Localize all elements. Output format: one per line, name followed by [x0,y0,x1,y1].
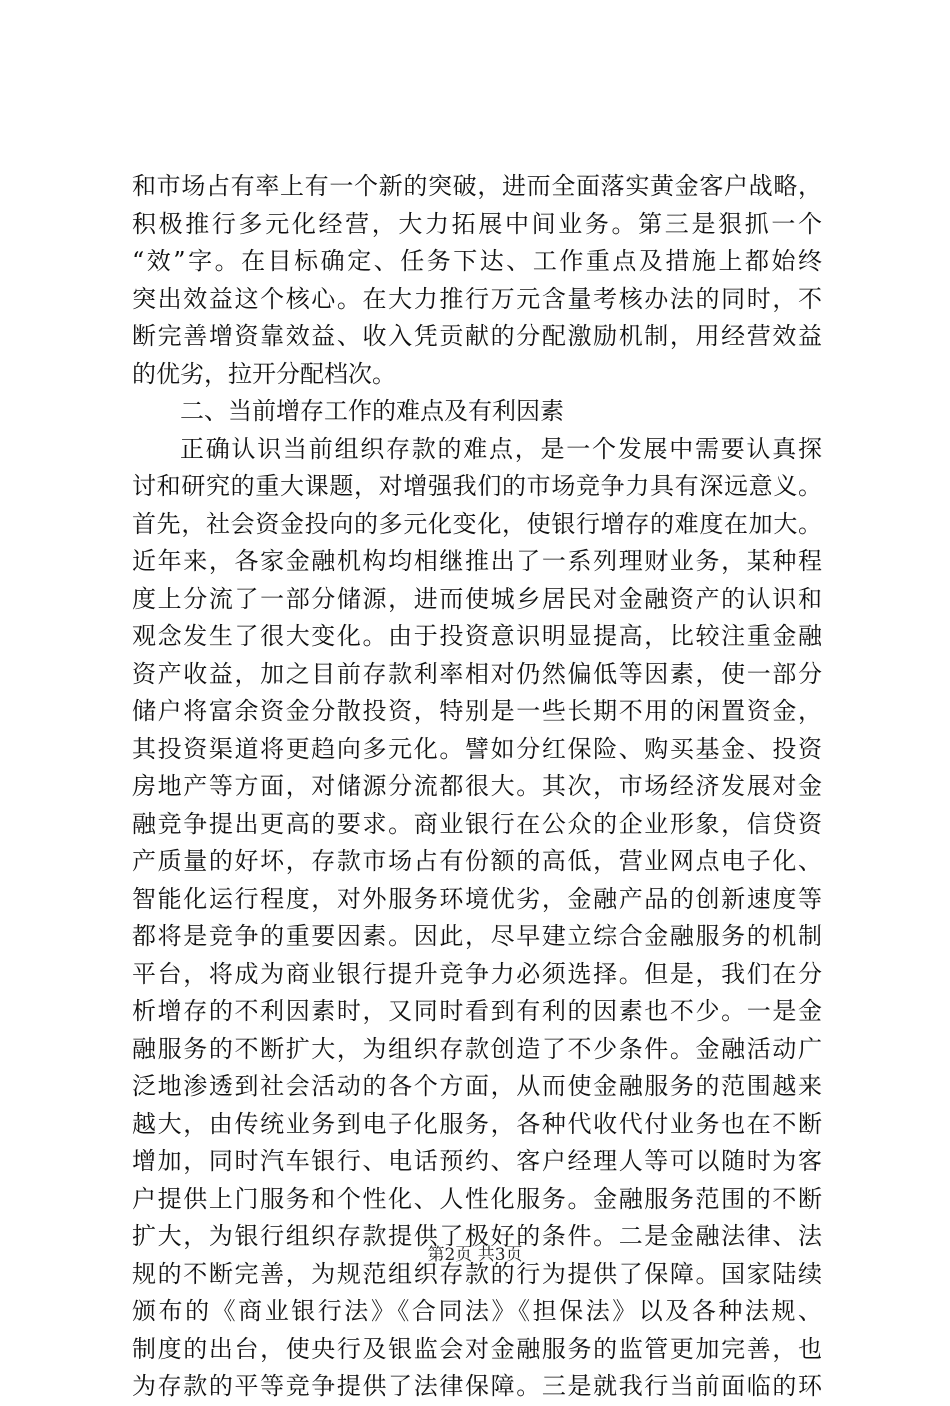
text-line: 其投资渠道将更趋向多元化。譬如分红保险、购买基金、投资 [132,734,822,763]
text-line: 户提供上门服务和个性化、人性化服务。金融服务范围的不断 [132,1184,822,1213]
text-line: 颁布的《商业银行法》《合同法》《担保法》以及各种法规、 [132,1297,822,1325]
text-line: 房地产等方面，对储源分流都很大。其次，市场经济发展对金 [132,772,822,800]
body-text [132,168,822,1406]
text-line: 融竞争提出更高的要求。商业银行在公众的企业形象，信贷资 [132,809,822,838]
text-line: 储户将富余资金分散投资，特别是一些长期不用的闲置资金， [132,697,822,725]
text-line: 都将是竞争的重要因素。因此，尽早建立综合金融服务的机制 [132,922,822,950]
text-line: 智能化运行程度，对外服务环境优劣，金融产品的创新速度等 [132,884,822,913]
text-line: 增加，同时汽车银行、电话预约、客户经理人等可以随时为客 [132,1147,822,1175]
text-line: 断完善增资靠效益、收入凭贡献的分配激励机制，用经营效益 [132,322,822,350]
paragraph-first-line: 正确认识当前组织存款的难点，是一个发展中需要认真探 [180,434,822,463]
text-line: 为存款的平等竞争提供了法律保障。三是就我行当前面临的环 [132,1372,822,1400]
text-line: 首先，社会资金投向的多元化变化，使银行增存的难度在加大。 [132,509,822,538]
text-line: 平台，将成为商业银行提升竞争力必须选择。但是，我们在分 [132,959,822,988]
text-line: 近年来，各家金融机构均相继推出了一系列理财业务，某种程 [132,547,822,575]
text-line: 制度的出台，使央行及银监会对金融服务的监管更加完善，也 [132,1334,822,1363]
text-line: 观念发生了很大变化。由于投资意识明显提高，比较注重金融 [132,622,822,650]
page-footer [0,1244,950,1266]
text-line: 泛地渗透到社会活动的各个方面，从而使金融服务的范围越来 [132,1072,822,1100]
text-line: 的优劣，拉开分配档次。 [132,359,396,388]
text-line: 规的不断完善，为规范组织存款的行为提供了保障。国家陆续 [132,1259,822,1288]
text-line: 突出效益这个核心。在大力推行万元含量考核办法的同时，不 [132,284,822,313]
text-line: 度上分流了一部分储源，进而使城乡居民对金融资产的认识和 [132,584,822,613]
text-line: 积极推行多元化经营，大力拓展中间业务。第三是狠抓一个 [132,209,822,238]
text-line: 产质量的好坏，存款市场占有份额的高低，营业网点电子化、 [132,847,822,875]
page-indicator: 第2页 共3页 [427,1245,523,1265]
text-line: 越大，由传统业务到电子化服务，各种代收代付业务也在不断 [132,1109,822,1138]
text-line: 讨和研究的重大课题，对增强我们的市场竞争力具有深远意义。 [132,472,822,500]
section-heading: 二、当前增存工作的难点及有利因素 [180,397,564,425]
text-line: 资产收益，加之目前存款利率相对仍然偏低等因素，使一部分 [132,659,822,688]
text-line: 融服务的不断扩大，为组织存款创造了不少条件。金融活动广 [132,1034,822,1063]
text-line: 扩大，为银行组织存款提供了极好的条件。二是金融法律、法 [132,1222,822,1250]
text-line: 和市场占有率上有一个新的突破，进而全面落实黄金客户战略， [132,172,822,200]
text-line: 析增存的不利因素时，又同时看到有利的因素也不少。一是金 [132,997,822,1025]
text-line: “效”字。在目标确定、任务下达、工作重点及措施上都始终 [132,247,822,275]
